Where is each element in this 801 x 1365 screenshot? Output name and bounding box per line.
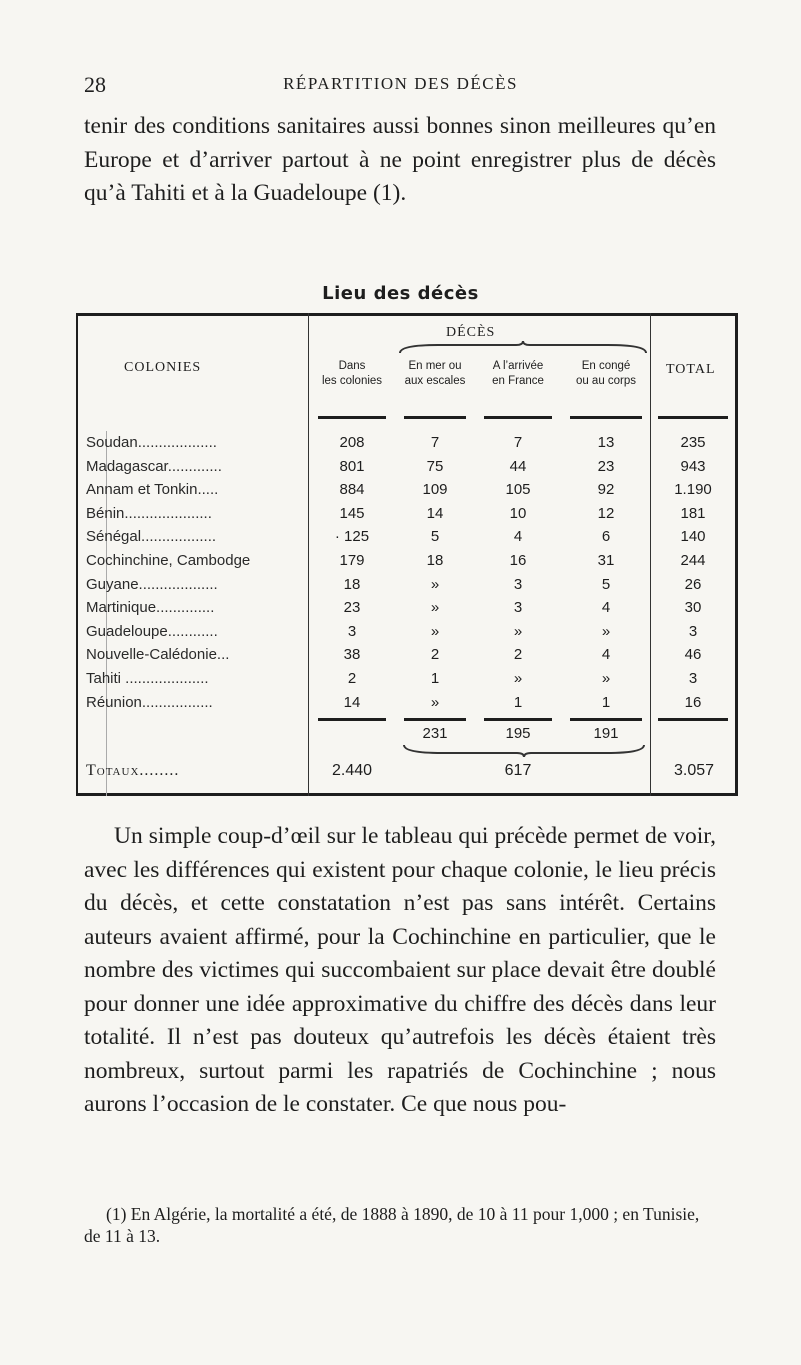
totals-bar [318,718,386,721]
table-bottom-rule [76,793,738,796]
table-cell: 18 [426,551,444,569]
table-top-rule [76,313,738,316]
table-cell: 140 [680,528,706,546]
table-cell: 181 [680,504,706,522]
table-row [76,502,738,526]
table-cell: 18 [343,575,361,593]
table-cell: 4 [513,528,523,546]
table-row [76,478,738,502]
table-cell: » [513,622,523,640]
table-row [76,573,738,597]
subtotal-conge: 191 [593,725,619,742]
table-row [76,691,738,715]
subheader-en-conge: En congé ou au corps [575,360,637,387]
colony-name: Sénégal.................. [86,528,217,546]
header-bar [570,416,642,419]
table-body [76,431,738,714]
subheader-arrivee-france: A l’arrivée en France [492,360,544,387]
table-row [76,620,738,644]
table-cell: 943 [680,457,706,475]
totals-label: Totaux........ [86,762,180,779]
table-cell: 801 [339,457,365,475]
subheader-dans-colonies: Dans les colonies [321,360,383,387]
table-cell: 109 [422,481,448,499]
table-cell: 31 [597,551,615,569]
paragraph-intro: tenir des conditions sanitaires aussi bonnes sinon meilleures qu’en Europe et d’arriver partout à ne point enregistrer plus de décès qu’à Tahiti et à la Guadeloupe (1). [84,113,716,206]
table-cell: » [430,622,440,640]
table-cell: » [430,693,440,711]
subheader-en-mer: En mer ou aux escales [404,360,466,387]
table-row [76,596,738,620]
table-cell: 235 [680,434,706,451]
total-hors-colonies: 617 [504,762,532,779]
table-cell: 7 [513,434,523,451]
table-cell: 3 [513,599,523,617]
table-cell: 5 [601,575,611,593]
totals-bar [570,718,642,721]
colony-name: Réunion................. [86,693,213,711]
section-title: Lieu des décès [322,283,479,304]
table-cell: 13 [597,434,615,451]
colony-name: Martinique.............. [86,599,215,617]
table-row [76,455,738,479]
table-cell: 1.190 [674,481,712,499]
totals-bar [404,718,466,721]
table-row [76,667,738,691]
colony-name: Nouvelle-Calédonie... [86,646,230,664]
table-row [76,643,738,667]
table-cell: 14 [426,504,444,522]
deaths-table [76,313,738,796]
totals-bar [484,718,552,721]
totals-bar [658,718,728,721]
table-cell: 5 [430,528,440,546]
page-header [0,72,801,102]
table-cell: 23 [343,599,361,617]
table-cell: 75 [426,457,444,475]
colony-name: Soudan................... [86,434,217,451]
table-cell: 16 [509,551,527,569]
table-cell: 3 [513,575,523,593]
table-cell: 2 [430,646,440,664]
table-cell: 208 [339,434,365,451]
table-cell: 6 [601,528,611,546]
paragraph-commentary: Un simple coup-d’œil sur le tableau qui précède permet de voir, avec les différences qui existent pour chaque colonie, le lieu précis du décès, et cette constatation n’est pas sans intérêt. Certains auteurs avaient affirmé, pour la Cochinchine en particulier, que le nombre des victimes qui succombaient sur place devait être doublé pour donner une idée approximative du chiffre des décès dans leur totalité. Il n’est pas douteux qu’autrefois les décès étaient très nombreux, surtout parmi les rapatriés de Cochinchine ; nous aurons l’occasion de le constater. Ce que nous pou- [84,823,716,1117]
table-cell: 4 [601,599,611,617]
table-cell: · 125 [334,528,370,546]
table-cell: » [513,669,523,687]
table-cell: 10 [509,504,527,522]
table-cell: » [430,599,440,617]
subtotal-en-mer: 231 [422,725,448,742]
deces-header: DÉCÈS [446,325,496,340]
table-cell: 38 [343,646,361,664]
table-cell: 179 [339,551,365,569]
table-cell: 244 [680,551,706,569]
colony-name: Annam et Tonkin..... [86,481,219,499]
footnote: (1) En Algérie, la mortalité a été, de 1888 à 1890, de 10 à 11 pour 1,000 ; en Tunisie, de 11 à 13. [84,1204,700,1246]
table-cell: 92 [597,481,615,499]
table-cell: 1 [513,693,523,711]
colony-name: Tahiti .................... [86,669,209,687]
table-cell: 7 [430,434,440,451]
total-dans-colonies: 2.440 [331,762,373,779]
table-cell: » [601,622,611,640]
table-cell: 26 [684,575,702,593]
header-bar [404,416,466,419]
colonies-header: COLONIES [124,360,202,375]
table-row [76,525,738,549]
header-bar [318,416,386,419]
table-cell: 16 [684,693,702,711]
header-bar [658,416,728,419]
table-cell: 1 [430,669,440,687]
table-cell: 23 [597,457,615,475]
table-cell: 1 [601,693,611,711]
table-cell: 145 [339,504,365,522]
totals-brace [402,743,646,757]
table-row [76,431,738,455]
table-cell: » [430,575,440,593]
colony-name: Madagascar............. [86,457,222,475]
page-number: 28 [84,72,106,97]
colony-name: Cochinchine, Cambodge [86,551,251,569]
header-bar [484,416,552,419]
table-cell: 4 [601,646,611,664]
table-cell: 3 [347,622,357,640]
table-cell: 105 [505,481,531,499]
colony-name: Bénin..................... [86,504,212,522]
table-cell: 3 [688,622,698,640]
table-cell: 46 [684,646,702,664]
table-cell: 14 [343,693,361,711]
running-title: RÉPARTITION DES DÉCÈS [283,74,518,93]
table-cell: 12 [597,504,615,522]
grand-total: 3.057 [673,762,715,779]
table-cell: 44 [509,457,527,475]
table-cell: 2 [513,646,523,664]
deces-brace [398,341,648,355]
colony-name: Guyane................... [86,575,218,593]
total-header: TOTAL [666,362,716,377]
table-cell: 30 [684,599,702,617]
table-cell: 2 [347,669,357,687]
table-cell: 884 [339,481,365,499]
subtotal-arrivee: 195 [505,725,531,742]
table-cell: 3 [688,669,698,687]
table-cell: » [601,669,611,687]
colony-name: Guadeloupe............ [86,622,218,640]
table-row [76,549,738,573]
